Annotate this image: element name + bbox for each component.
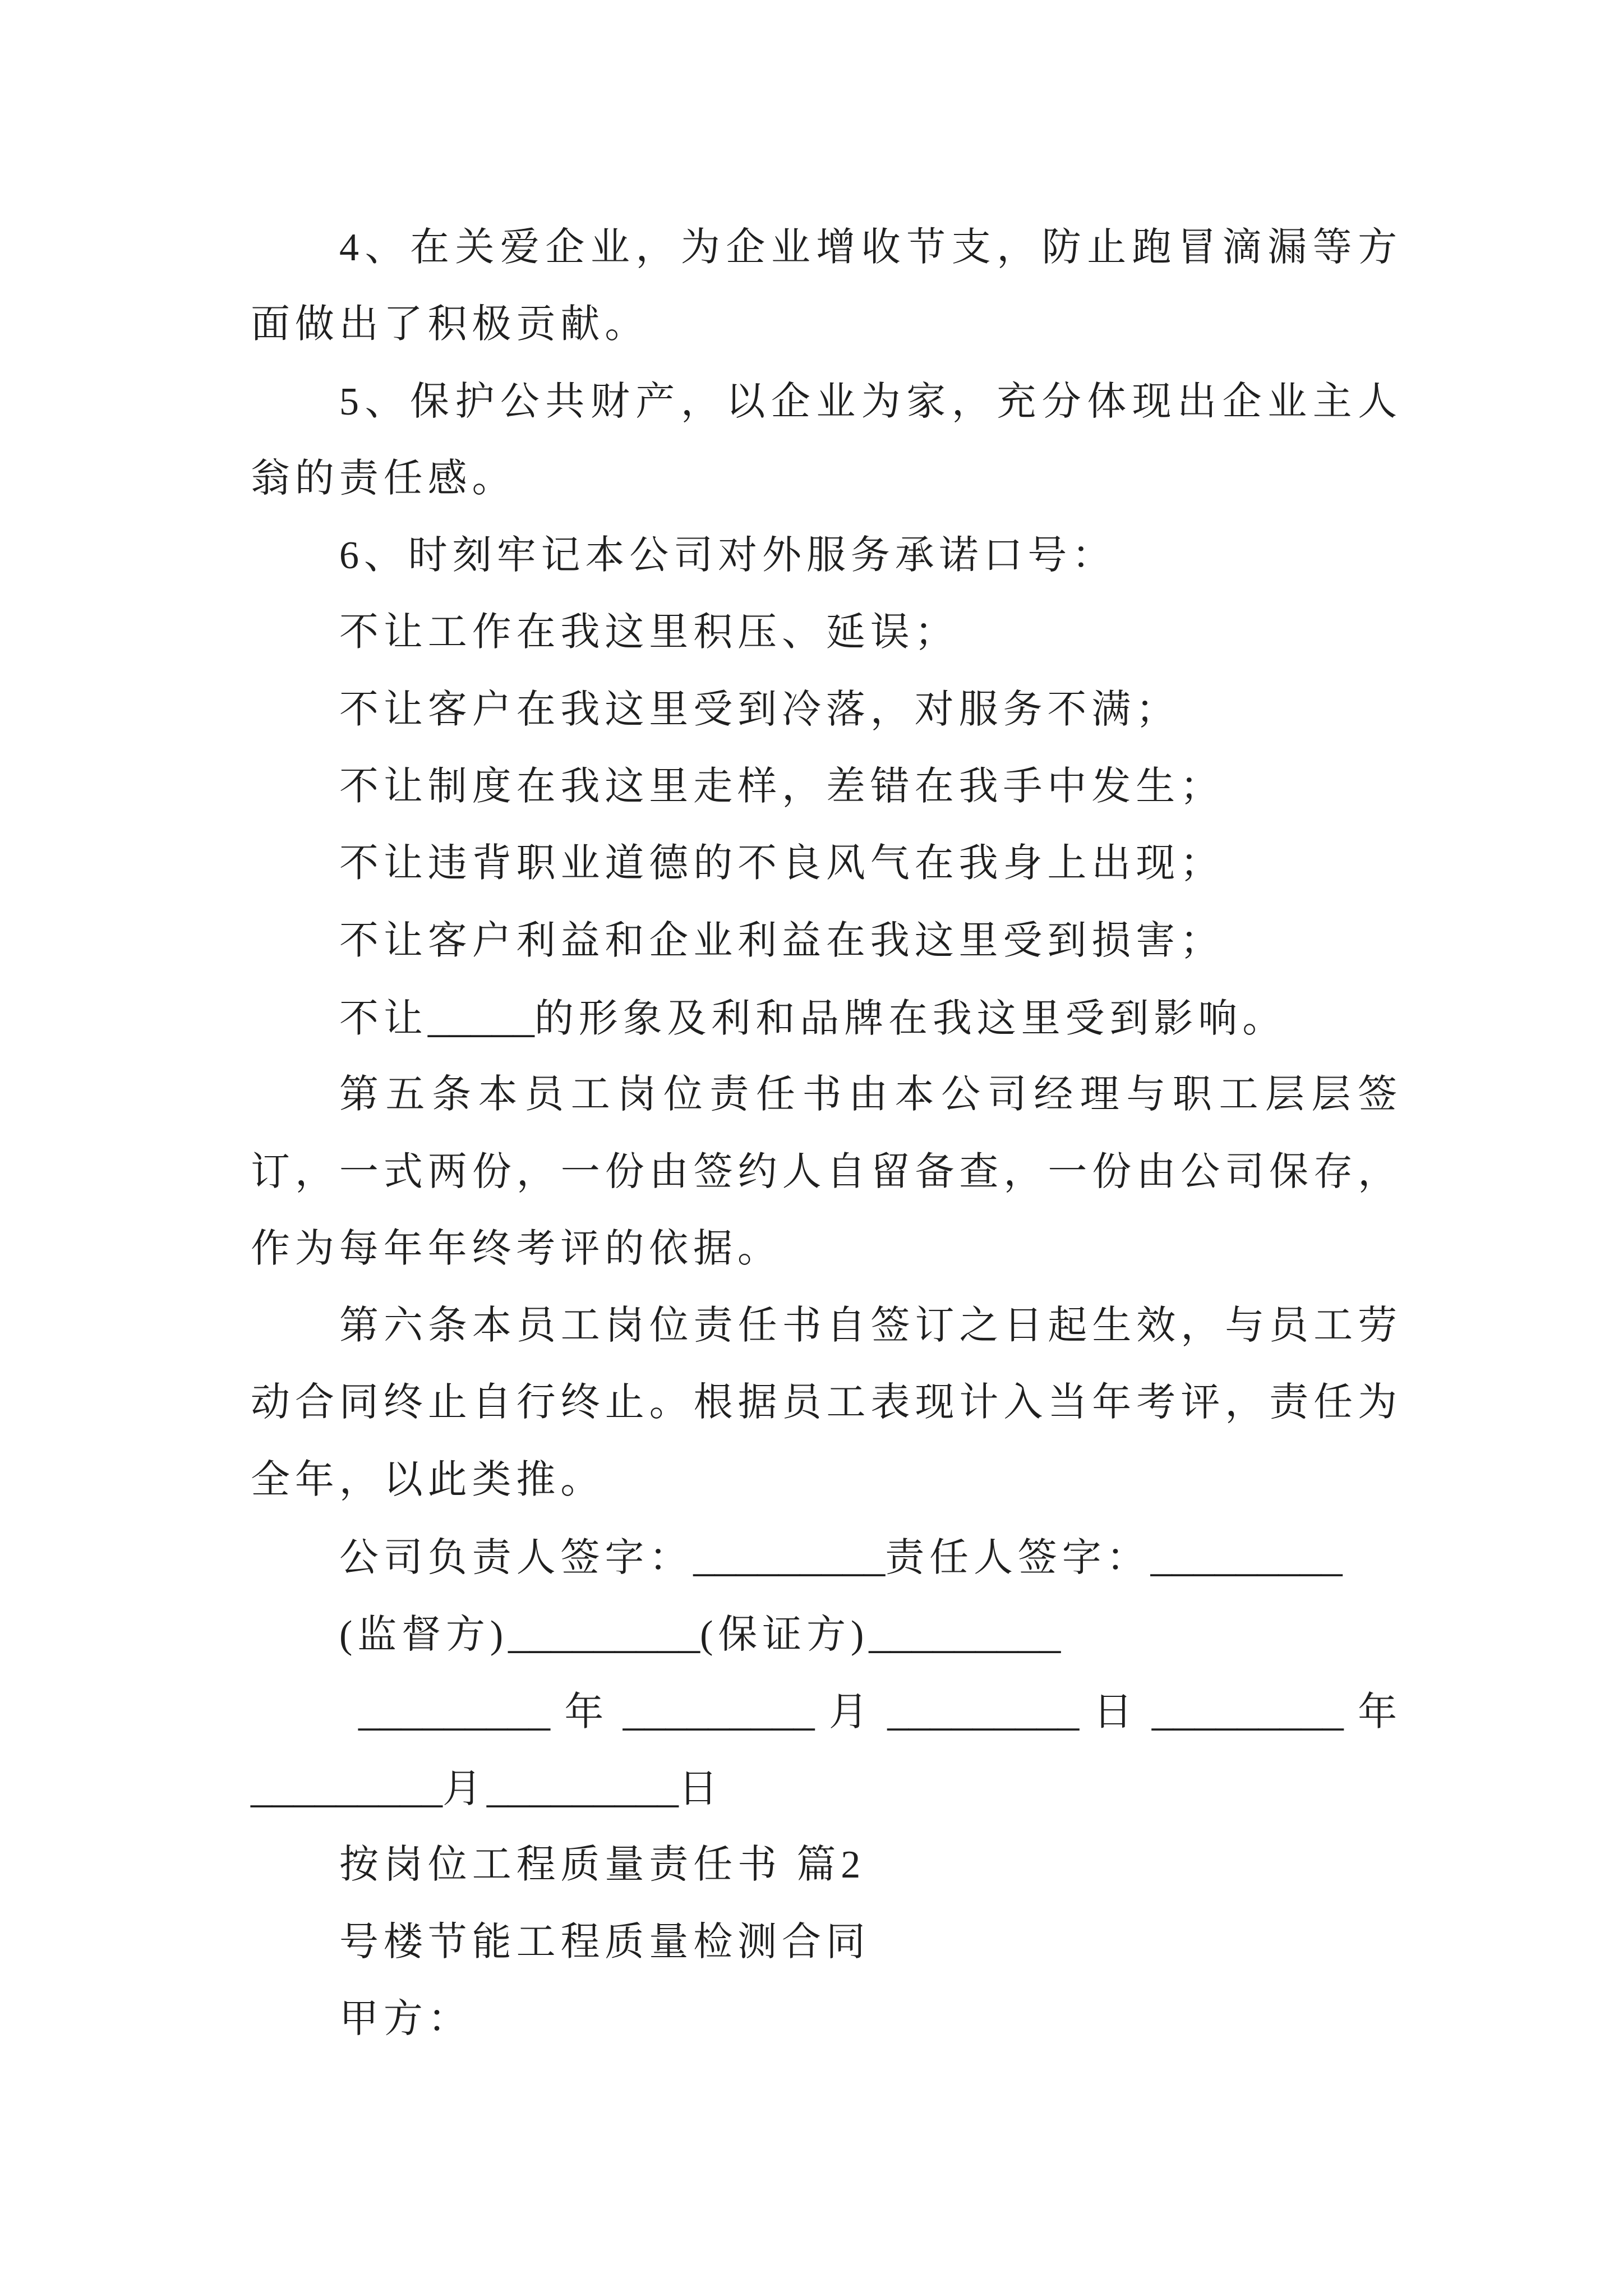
pledge-item-1-line: 不让工作在我这里积压、延误； [339,611,959,655]
pledge-item-4-line: 不让违背职业道德的不良风气在我身上出现； [339,842,1224,886]
fill-in-blank: _____ [427,993,534,1041]
signature-parties [251,1595,1402,1672]
signature-names-line: 公司负责人签字：_________责任人签字：_________ [339,1533,1343,1581]
fill-in-blank: _________ [486,1764,679,1811]
article-5-line-2: 订，一式两份，一份由签约人自留备查，一份由公司保存， [251,1150,1402,1194]
fill-in-blank: _________ [623,1687,815,1734]
clause-5 [251,364,1402,518]
signature-names [251,1519,1402,1595]
fill-in-blank: _________ [358,1687,550,1734]
fill-in-blank: _________ [251,1764,442,1811]
contract-title [251,1904,1402,1981]
clause-4 [251,209,1402,364]
article-5-line-1: 第五条本员工岗位责任书由本公司经理与职工层层签 [339,1073,1402,1117]
clause-4-line-2: 面做出了积极贡献。 [251,303,649,347]
article-5 [251,1056,1402,1287]
signature-dates [251,1673,1402,1827]
signature-dates-line-1: _________年_________月_________日_________年 [358,1687,1403,1734]
section-heading [251,1826,1402,1903]
article-6 [251,1287,1402,1519]
signature-parties-line: (监督方)_________(保证方)_________ [339,1610,1061,1658]
pledge-item-2-line: 不让客户在我这里受到冷落，对服务不满； [339,688,1181,731]
pledge-item-2 [251,671,1402,748]
fill-in-blank: _________ [1151,1687,1344,1734]
article-5-line-3: 作为每年年终考评的依据。 [251,1227,782,1271]
contract-title-line: 号楼节能工程质量检测合同 [339,1920,870,1964]
clause-5-line-1: 5、保护公共财产，以企业为家，充分体现出企业主人 [339,380,1402,424]
pledge-item-3-line: 不让制度在我这里走样，差错在我手中发生； [339,765,1224,809]
party-a-label [251,1981,1402,2058]
pledge-item-6 [251,979,1402,1056]
document-body [251,209,1402,2058]
signature-dates-line-2: _________月_________日 [251,1764,723,1811]
fill-in-blank: _________ [887,1687,1080,1734]
article-6-line-3: 全年，以此类推。 [251,1458,605,1502]
fill-in-blank: _________ [693,1533,886,1581]
clause-4-line-1: 4、在关爱企业，为企业增收节支，防止跑冒滴漏等方 [339,226,1402,269]
clause-5-line-2: 翁的责任感。 [251,457,517,500]
article-6-line-2: 动合同终止自行终止。根据员工表现计入当年考评，责任为 [251,1381,1402,1425]
pledge-item-1 [251,594,1402,671]
clause-6 [251,517,1402,594]
section-heading-line: 按岗位工程质量责任书 篇2 [339,1843,866,1887]
pledge-item-5-line: 不让客户利益和企业利益在我这里受到损害； [339,919,1224,963]
clause-6-line-1: 6、时刻牢记本公司对外服务承诺口号： [339,534,1117,578]
article-6-line-1: 第六条本员工岗位责任书自签订之日起生效，与员工劳 [339,1304,1402,1348]
pledge-item-3 [251,748,1402,825]
fill-in-blank: _________ [1150,1533,1343,1581]
fill-in-blank: _________ [869,1610,1061,1658]
pledge-item-4 [251,825,1402,902]
party-a-label-line: 甲方： [339,1997,472,2041]
pledge-item-5 [251,903,1402,979]
fill-in-blank: _________ [508,1610,700,1658]
pledge-item-6-line: 不让_____的形象及利和品牌在我这里受到影响。 [339,993,1287,1041]
